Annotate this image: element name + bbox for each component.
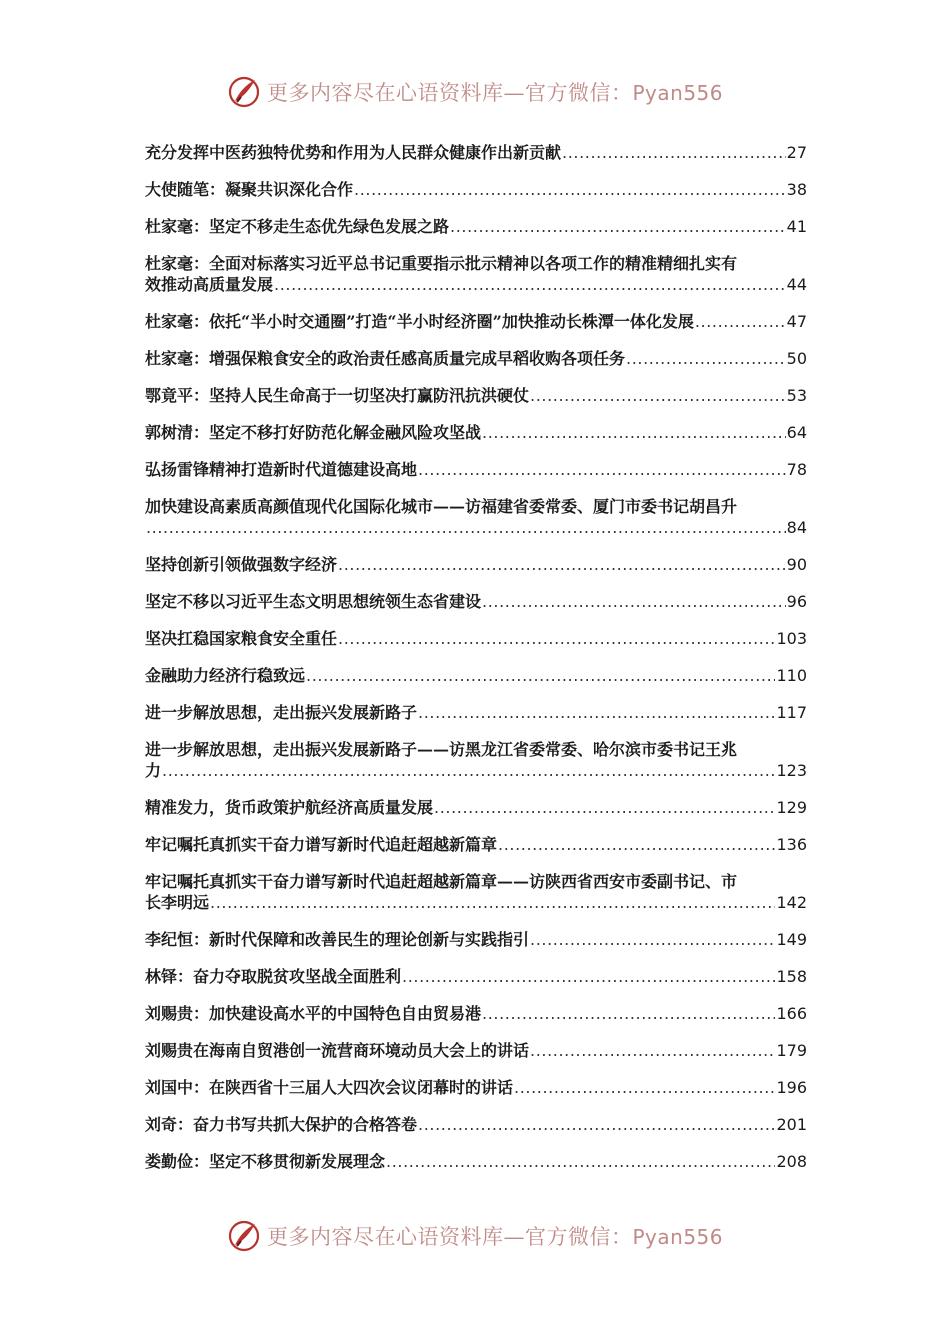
toc-entry-title-continued: 力 xyxy=(145,761,162,780)
dot-leader xyxy=(530,929,775,950)
toc-page-number: 129 xyxy=(776,798,807,817)
banner-text: 更多内容尽在心语资料库—官方微信：Pyan556 xyxy=(266,81,723,105)
toc-page-number: 38 xyxy=(786,180,807,199)
toc-entry[interactable] xyxy=(145,735,807,793)
toc-page-number: 47 xyxy=(786,312,807,331)
toc-entry-title: 鄂竟平：坚持人民生命高于一切坚决打赢防汛抗洪硬仗 xyxy=(145,386,530,405)
toc-entry[interactable] xyxy=(145,249,807,307)
toc-entry-title: 弘扬雷锋精神打造新时代道德建设高地 xyxy=(145,460,418,479)
quill-logo-icon xyxy=(227,75,261,109)
dot-leader xyxy=(482,1003,775,1024)
toc-entry-title: 刘奇：奋力书写共抓大保护的合格答卷 xyxy=(145,1115,418,1134)
toc-entry[interactable] xyxy=(145,175,807,212)
toc-page-number: 78 xyxy=(786,460,807,479)
toc-page-number: 166 xyxy=(776,1004,807,1023)
toc-entry[interactable] xyxy=(145,212,807,249)
toc-entry[interactable] xyxy=(145,381,807,418)
dot-leader xyxy=(418,1114,775,1135)
toc-entry-title: 刘国中：在陕西省十三届人大四次会议闭幕时的讲话 xyxy=(145,1078,514,1097)
dot-leader xyxy=(482,591,786,612)
toc-entry-title: 精准发力，货币政策护航经济高质量发展 xyxy=(145,798,434,817)
toc-entry[interactable] xyxy=(145,793,807,830)
dot-leader xyxy=(386,1151,775,1172)
header-banner xyxy=(0,72,950,112)
toc-entry[interactable] xyxy=(145,1073,807,1110)
dot-leader xyxy=(514,1077,775,1098)
toc-entry[interactable] xyxy=(145,698,807,735)
toc-entry[interactable] xyxy=(145,1147,807,1184)
toc-entry[interactable] xyxy=(145,550,807,587)
toc-entry-title: 杜家毫：增强保粮食安全的政治责任感高质量完成早稻收购各项任务 xyxy=(145,349,626,368)
toc-entry-title-continued: 效推动高质量发展 xyxy=(145,275,274,294)
toc-entry[interactable] xyxy=(145,624,807,661)
toc-entry[interactable] xyxy=(145,962,807,999)
dot-leader xyxy=(482,422,786,443)
toc-page-number: 136 xyxy=(776,835,807,854)
toc-entry-title: 充分发挥中医药独特优势和作用为人民群众健康作出新贡献 xyxy=(145,143,562,162)
toc-entry-title-continued: 长李明远 xyxy=(145,893,210,912)
dot-leader xyxy=(146,517,786,538)
toc-page-number: 208 xyxy=(776,1152,807,1171)
toc-entry-title: 坚决扛稳国家粮食安全重任 xyxy=(145,629,338,648)
table-of-contents xyxy=(145,138,807,1184)
toc-page-number: 158 xyxy=(776,967,807,986)
toc-page-number: 96 xyxy=(786,592,807,611)
dot-leader xyxy=(434,797,775,818)
toc-page-number: 41 xyxy=(786,217,807,236)
dot-leader xyxy=(498,834,775,855)
toc-entry-title: 坚定不移以习近平生态文明思想统领生态省建设 xyxy=(145,592,482,611)
toc-page-number: 110 xyxy=(776,666,807,685)
toc-entry-title: 加快建设高素质高颜值现代化国际化城市——访福建省委常委、厦门市委书记胡昌升 xyxy=(145,497,738,516)
toc-entry[interactable] xyxy=(145,1110,807,1147)
dot-leader xyxy=(530,385,786,406)
dot-leader xyxy=(402,966,775,987)
toc-page-number: 201 xyxy=(776,1115,807,1134)
toc-entry-title: 大使随笔：凝聚共识深化合作 xyxy=(145,180,354,199)
toc-entry-title: 坚持创新引领做强数字经济 xyxy=(145,555,338,574)
toc-page-number: 196 xyxy=(776,1078,807,1097)
toc-entry[interactable] xyxy=(145,492,807,550)
toc-page-number: 44 xyxy=(786,275,807,294)
quill-logo-icon xyxy=(227,1219,261,1253)
toc-entry[interactable] xyxy=(145,138,807,175)
toc-entry[interactable] xyxy=(145,867,807,925)
toc-entry-title: 进一步解放思想，走出振兴发展新路子 xyxy=(145,703,418,722)
toc-page-number: 103 xyxy=(776,629,807,648)
toc-entry-title: 进一步解放思想，走出振兴发展新路子——访黑龙江省委常委、哈尔滨市委书记王兆 xyxy=(145,740,738,759)
toc-page-number: 117 xyxy=(776,703,807,722)
toc-entry[interactable] xyxy=(145,587,807,624)
toc-entry-title: 刘赐贵在海南自贸港创一流营商环境动员大会上的讲话 xyxy=(145,1041,530,1060)
toc-entry-title: 杜家毫：依托“半小时交通圈”打造“半小时经济圈”加快推动长株潭一体化发展 xyxy=(145,312,694,331)
dot-leader xyxy=(530,1040,775,1061)
toc-page-number: 50 xyxy=(786,349,807,368)
toc-entry[interactable] xyxy=(145,1036,807,1073)
toc-page-number: 84 xyxy=(786,518,807,537)
toc-entry-title: 牢记嘱托真抓实干奋力谱写新时代追赶超越新篇章——访陕西省西安市委副书记、市 xyxy=(145,872,738,891)
dot-leader xyxy=(418,459,786,480)
toc-entry-title: 杜家毫：全面对标落实习近平总书记重要指示批示精神以各项工作的精准精细扎实有 xyxy=(145,254,738,273)
dot-leader xyxy=(210,892,775,913)
toc-entry[interactable] xyxy=(145,925,807,962)
toc-entry-title: 杜家毫：坚定不移走生态优先绿色发展之路 xyxy=(145,217,450,236)
dot-leader xyxy=(418,702,775,723)
toc-page-number: 142 xyxy=(776,893,807,912)
dot-leader xyxy=(695,311,786,332)
banner-text: 更多内容尽在心语资料库—官方微信：Pyan556 xyxy=(266,1225,723,1249)
dot-leader xyxy=(562,142,786,163)
footer-banner xyxy=(0,1216,950,1256)
toc-entry-title: 金融助力经济行稳致远 xyxy=(145,666,306,685)
toc-entry[interactable] xyxy=(145,830,807,867)
toc-entry[interactable] xyxy=(145,661,807,698)
toc-page-number: 27 xyxy=(786,143,807,162)
toc-page-number: 179 xyxy=(776,1041,807,1060)
toc-page-number: 64 xyxy=(786,423,807,442)
toc-page-number: 53 xyxy=(786,386,807,405)
toc-entry-title: 牢记嘱托真抓实干奋力谱写新时代追赶超越新篇章 xyxy=(145,835,498,854)
toc-entry-title: 郭树清：坚定不移打好防范化解金融风险攻坚战 xyxy=(145,423,482,442)
dot-leader xyxy=(306,665,775,686)
dot-leader xyxy=(626,348,786,369)
toc-entry[interactable] xyxy=(145,307,807,344)
toc-entry[interactable] xyxy=(145,344,807,381)
dot-leader xyxy=(162,760,775,781)
dot-leader xyxy=(354,179,786,200)
toc-entry-title: 娄勤俭：坚定不移贯彻新发展理念 xyxy=(145,1152,386,1171)
dot-leader xyxy=(450,216,786,237)
toc-entry-title: 林铎：奋力夺取脱贫攻坚战全面胜利 xyxy=(145,967,402,986)
dot-leader xyxy=(274,274,786,295)
toc-page-number: 123 xyxy=(776,761,807,780)
dot-leader xyxy=(338,628,775,649)
dot-leader xyxy=(338,554,786,575)
toc-page-number: 149 xyxy=(776,930,807,949)
toc-entry[interactable] xyxy=(145,455,807,492)
toc-page-number: 90 xyxy=(786,555,807,574)
toc-entry[interactable] xyxy=(145,418,807,455)
toc-entry-title: 刘赐贵：加快建设高水平的中国特色自由贸易港 xyxy=(145,1004,482,1023)
toc-entry-title: 李纪恒：新时代保障和改善民生的理论创新与实践指引 xyxy=(145,930,530,949)
toc-entry[interactable] xyxy=(145,999,807,1036)
